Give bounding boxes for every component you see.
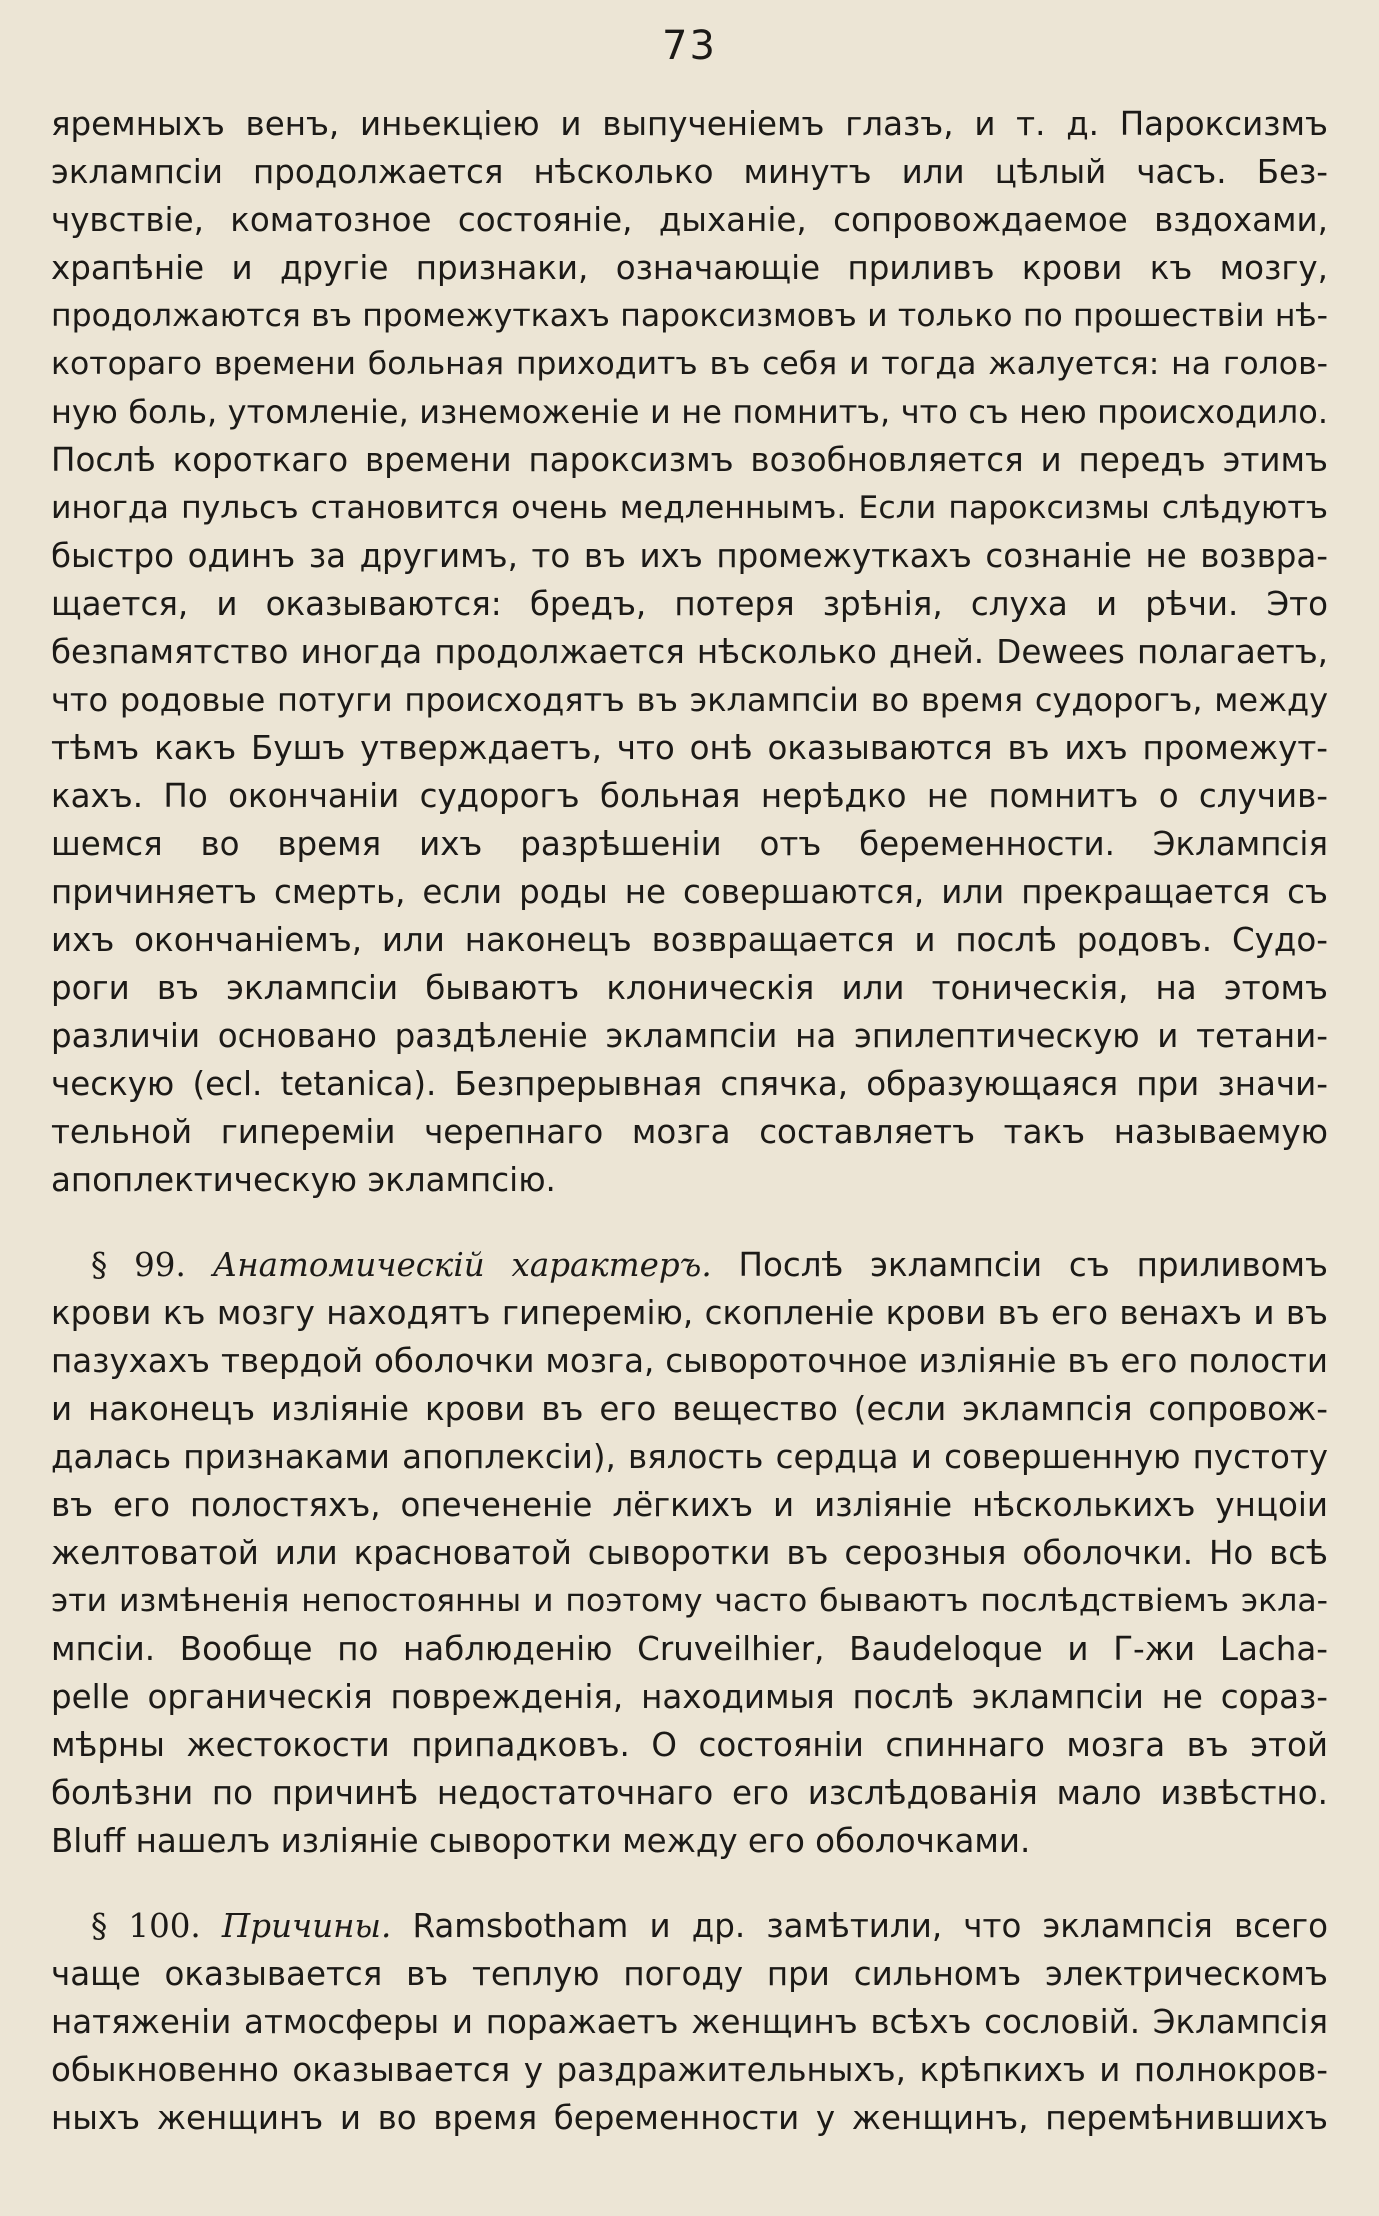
text-line: различіи основано раздѣленіе эклампсіи на эпилептическую и тетани- [51,1017,1328,1055]
text-line: тѣмъ какъ Бушъ утверждаетъ, что онѣ оказываются въ ихъ промежут- [51,729,1328,767]
text-line: яремныхъ венъ, иньекціею и выпученіемъ глазъ, и т. д. Пароксизмъ [51,105,1328,143]
text-line: ную боль, утомленіе, изнеможеніе и не помнитъ, что съ нею происходило. [51,393,1328,431]
section-heading-line [51,1902,1328,1950]
text-line: желтоватой или красноватой сыворотки въ серозныя оболочки. Но всѣ [51,1534,1328,1572]
text-line: Послѣ короткаго времени пароксизмъ возобновляется и передъ этимъ [51,441,1328,479]
text-line: безпамятство иногда продолжается нѣсколько дней. Dewees полагаетъ, [51,633,1328,671]
text-line: причиняетъ смерть, если роды не совершаются, или прекращается съ [51,873,1328,911]
text-line: эти измѣненія непостоянны и поэтому часто бываютъ послѣдствіемъ экла- [51,1583,1328,1619]
text-line: чувствіе, коматозное состояніе, дыханіе, сопровождаемое вздохами, [51,201,1328,239]
text-line: въ его полостяхъ, опечененіе лёгкихъ и изліяніе нѣсколькихъ унцоіи [51,1486,1328,1524]
text-line: обыкновенно оказывается у раздражительныхъ, крѣпкихъ и полнокров- [51,2051,1328,2089]
text-line: котораго времени больная приходитъ въ себя и тогда жалуется: на голов- [51,346,1328,382]
text-line: болѣзни по причинѣ недостаточнаго его изслѣдованія мало извѣстно. [51,1774,1328,1812]
text-line: шемся во время ихъ разрѣшеніи отъ беременности. Эклампсія [51,825,1328,863]
text-line: эклампсіи продолжается нѣсколько минутъ или цѣлый часъ. Без- [51,153,1328,191]
text-line: храпѣніе и другіе признаки, означающіе приливъ крови къ мозгу, [51,249,1328,287]
text-line: pelle органическія поврежденія, находимыя послѣ эклампсіи не сораз- [51,1678,1328,1716]
text-line: мѣрны жестокости припадковъ. О состояніи спиннаго мозга въ этой [51,1726,1328,1764]
paragraph-section-100 [51,1902,1328,2142]
section-heading-line [51,1241,1328,1289]
paragraph-eclampsia-course [51,100,1328,1204]
text-line: иногда пульсъ становится очень медленнымъ. Если пароксизмы слѣдуютъ [51,490,1328,526]
text-line: чаще оказывается въ теплую погоду при сильномъ электрическомъ [51,1955,1328,1993]
text-line: мпсіи. Вообще по наблюденію Cruveilhier, Baudeloque и Г-жи Lacha- [51,1630,1328,1668]
text-line: ихъ окончаніемъ, или наконецъ возвращается и послѣ родовъ. Судо- [51,921,1328,959]
text-line: кахъ. По окончаніи судорогъ больная нерѣдко не помнитъ о случив- [51,777,1328,815]
text-line: далась признаками апоплексіи), вялость сердца и совершенную пустоту [51,1438,1328,1476]
text-line: щается, и оказываются: бредъ, потеря зрѣнія, слуха и рѣчи. Это [51,585,1328,623]
text-line: Послѣ эклампсіи съ приливомъ [738,1246,1328,1284]
text-line: продолжаются въ промежуткахъ пароксизмовъ и только по прошествіи нѣ- [51,298,1328,334]
text-line: Ramsbotham и др. замѣтили, что эклампсія всего [412,1907,1328,1945]
text-line: и наконецъ изліяніе крови въ его вещество (если эклампсія сопровож- [51,1390,1328,1428]
text-line: Bluff нашелъ изліяніе сыворотки между его оболочками. [51,1822,1031,1860]
text-line: крови къ мозгу находятъ гиперемію, скопленіе крови въ его венахъ и въ [51,1294,1328,1332]
page-number: 73 [662,23,717,69]
text-line: ныхъ женщинъ и во время беременности у женщинъ, перемѣнившихъ [51,2099,1328,2137]
text-line: ческую (ecl. tetanica). Безпрерывная спячка, образующаяся при значи- [51,1065,1328,1103]
text-line: тельной гипереміи черепнаго мозга составляетъ такъ называемую [51,1113,1328,1151]
text-line: роги въ эклампсіи бываютъ клоническія или тоническія, на этомъ [51,969,1328,1007]
section-title: Анатомическій характеръ. [212,1246,712,1284]
text-line: что родовые потуги происходятъ въ эклампсіи во время судорогъ, между [51,681,1328,719]
section-title: Причины. [221,1907,392,1945]
text-line: быстро одинъ за другимъ, то въ ихъ промежуткахъ сознаніе не возвра- [51,537,1328,575]
section-number: § 99. [91,1246,186,1284]
text-line: натяженіи атмосферы и поражаетъ женщинъ всѣхъ сословій. Эклампсія [51,2003,1328,2041]
text-line: апоплектическую эклампсію. [51,1161,556,1199]
section-number: § 100. [91,1907,201,1945]
paragraph-section-99 [51,1241,1328,1865]
text-line: пазухахъ твердой оболочки мозга, сывороточное изліяніе въ его полости [51,1342,1328,1380]
